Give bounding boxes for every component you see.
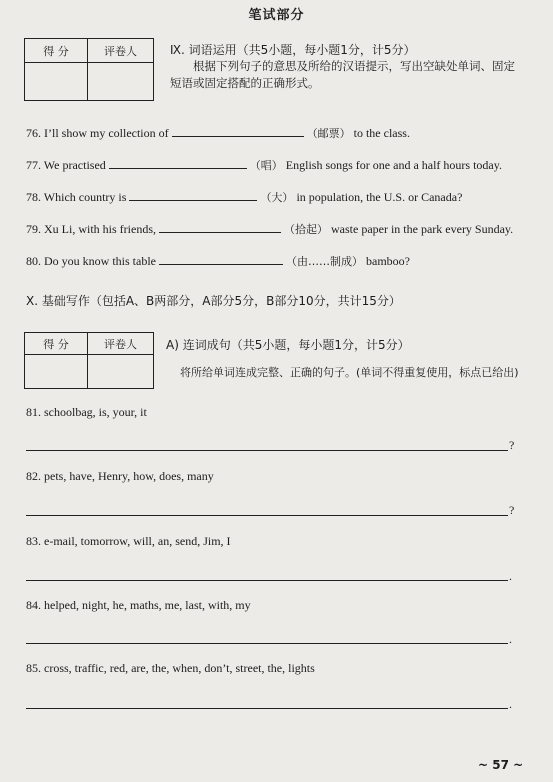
chinese-hint: （唱） — [249, 159, 283, 172]
question-80 — [26, 252, 410, 269]
part-a-title: A) 连词成句（共5小题，每小题1分，计5分） — [166, 338, 410, 352]
end-punctuation: . — [509, 697, 512, 711]
question-text: waste paper in the park every Sunday. — [331, 222, 514, 236]
question-77 — [26, 156, 502, 173]
grader-label: 评卷人 — [88, 39, 154, 63]
section-ix-instructions: 根据下列句子的意思及所给的汉语提示，写出空缺处单词、固定短语或固定搭配的正确形式。 — [170, 59, 515, 90]
grader-label: 评卷人 — [88, 333, 154, 355]
question-text: bamboo? — [366, 254, 410, 268]
score-label: 得 分 — [25, 39, 88, 63]
question-79 — [26, 220, 513, 237]
section-header: 笔试部分 — [248, 8, 305, 23]
section-ix-title: Ⅸ. 词语运用（共5小题，每小题1分，计5分） — [170, 43, 416, 57]
question-text: 78. Which country is — [26, 190, 127, 204]
answer-line-84[interactable] — [26, 643, 508, 644]
grader-cell[interactable] — [88, 63, 154, 101]
section-x-title: Ⅹ. 基础写作（包括A、B两部分，A部分5分，B部分10分，共计15分） — [26, 294, 401, 308]
answer-blank[interactable] — [159, 252, 283, 265]
grader-cell[interactable] — [88, 355, 154, 389]
question-83: 83. e-mail, tomorrow, will, an, send, Jim, I — [26, 534, 231, 548]
question-76 — [26, 124, 410, 141]
chinese-hint: （由……制成） — [286, 255, 363, 268]
question-81: 81. schoolbag, is, your, it — [26, 405, 147, 419]
end-punctuation: ? — [509, 503, 515, 517]
end-punctuation: . — [509, 632, 512, 646]
question-85: 85. cross, traffic, red, are, the, when, don’t, street, the, lights — [26, 661, 315, 675]
answer-line-82[interactable] — [26, 515, 508, 516]
score-cell[interactable] — [25, 63, 88, 101]
answer-blank[interactable] — [172, 124, 304, 137]
question-text: 76. I’ll show my collection of — [26, 126, 169, 140]
answer-blank[interactable] — [129, 188, 257, 201]
chinese-hint: （邮票） — [306, 127, 351, 140]
question-text: to the class. — [353, 126, 410, 140]
page-number: ~ 57 ~ — [478, 758, 524, 772]
score-label: 得 分 — [25, 333, 88, 355]
end-punctuation: . — [509, 569, 512, 583]
part-a-instructions: 将所给单词连成完整、正确的句子。(单词不得重复使用，标点已给出) — [180, 366, 519, 379]
question-82: 82. pets, have, Henry, how, does, many — [26, 469, 214, 483]
answer-blank[interactable] — [159, 220, 281, 233]
question-text: 79. Xu Li, with his friends, — [26, 222, 156, 236]
question-text: in population, the U.S. or Canada? — [296, 190, 463, 204]
answer-line-83[interactable] — [26, 580, 508, 581]
answer-blank[interactable] — [109, 156, 247, 169]
score-cell[interactable] — [25, 355, 88, 389]
answer-line-85[interactable] — [26, 708, 508, 709]
score-table-ix — [24, 38, 154, 101]
question-text: English songs for one and a half hours today. — [285, 158, 502, 172]
question-78 — [26, 188, 462, 205]
chinese-hint: （大） — [260, 191, 294, 204]
end-punctuation: ? — [509, 438, 515, 452]
chinese-hint: （拾起） — [284, 223, 328, 236]
question-text: 80. Do you know this table — [26, 254, 156, 268]
question-84: 84. helped, night, he, maths, me, last, with, my — [26, 598, 251, 612]
question-text: 77. We practised — [26, 158, 106, 172]
score-table-x — [24, 332, 154, 389]
answer-line-81[interactable] — [26, 450, 508, 451]
